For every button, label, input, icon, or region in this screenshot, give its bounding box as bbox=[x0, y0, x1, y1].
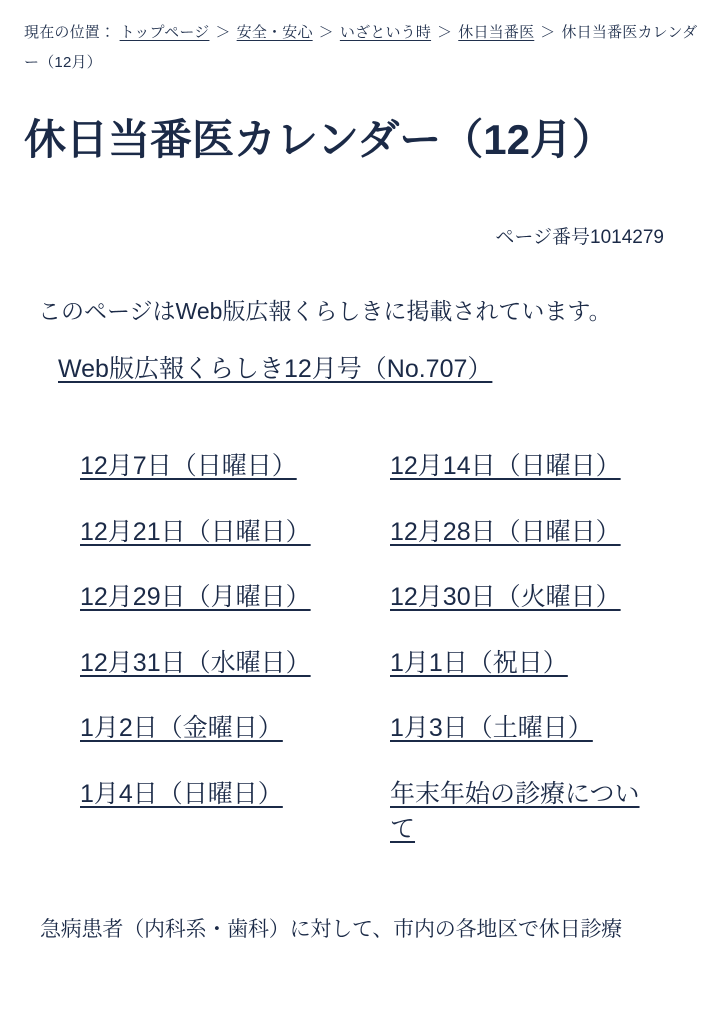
breadcrumb-separator: ＞ bbox=[437, 24, 453, 41]
page-title: 休日当番医カレンダー（12月） bbox=[24, 116, 614, 163]
date-link-1230[interactable]: 12月30日（火曜日） bbox=[390, 583, 621, 612]
breadcrumb-separator: ＞ bbox=[318, 24, 334, 41]
date-link-1221[interactable]: 12月21日（日曜日） bbox=[80, 517, 311, 546]
list-item bbox=[80, 777, 340, 848]
list-item bbox=[80, 580, 340, 616]
breadcrumb-item-emergency[interactable]: いざという時 bbox=[339, 24, 432, 41]
date-link-1229[interactable]: 12月29日（月曜日） bbox=[80, 583, 311, 612]
list-item bbox=[390, 580, 650, 616]
breadcrumb bbox=[0, 0, 724, 78]
date-link-0102[interactable]: 1月2日（金曜日） bbox=[80, 714, 283, 743]
web-kouhou-link[interactable]: Web版広報くらしき12月号（No.707） bbox=[58, 355, 493, 384]
breadcrumb-item-top[interactable]: トップページ bbox=[119, 24, 210, 41]
breadcrumb-item-safety[interactable]: 安全・安心 bbox=[236, 24, 313, 41]
breadcrumb-label: 現在の位置： bbox=[24, 24, 116, 41]
list-item bbox=[390, 711, 650, 747]
list-item bbox=[80, 646, 340, 682]
date-link-1231[interactable]: 12月31日（水曜日） bbox=[80, 648, 311, 677]
list-item bbox=[390, 449, 650, 485]
date-link-grid bbox=[0, 449, 724, 848]
page-number: ページ番号1014279 bbox=[495, 227, 664, 249]
list-item bbox=[80, 515, 340, 551]
date-link-1214[interactable]: 12月14日（日曜日） bbox=[390, 452, 621, 481]
date-link-1207[interactable]: 12月7日（日曜日） bbox=[80, 452, 297, 481]
list-item bbox=[390, 777, 650, 848]
list-item bbox=[390, 646, 650, 682]
intro-text: このページはWeb版広報くらしきに掲載されています。 bbox=[38, 298, 612, 325]
web-link-row bbox=[0, 349, 724, 385]
list-item bbox=[80, 449, 340, 485]
date-link-0104[interactable]: 1月4日（日曜日） bbox=[80, 779, 283, 808]
list-item bbox=[80, 711, 340, 747]
breadcrumb-separator: ＞ bbox=[215, 24, 231, 41]
year-end-info-link[interactable]: 年末年始の診療について bbox=[390, 779, 640, 844]
date-link-0101[interactable]: 1月1日（祝日） bbox=[390, 648, 568, 677]
date-link-1228[interactable]: 12月28日（日曜日） bbox=[390, 517, 621, 546]
breadcrumb-separator: ＞ bbox=[540, 24, 556, 41]
list-item bbox=[390, 515, 650, 551]
footer-note: 急病患者（内科系・歯科）に対して、市内の各地区で休日診療 bbox=[40, 917, 622, 941]
breadcrumb-item-holiday-doctor[interactable]: 休日当番医 bbox=[458, 24, 535, 41]
breadcrumb-item-current: 休日当番医カレンダー（12月） bbox=[24, 24, 698, 71]
date-link-0103[interactable]: 1月3日（土曜日） bbox=[390, 714, 593, 743]
